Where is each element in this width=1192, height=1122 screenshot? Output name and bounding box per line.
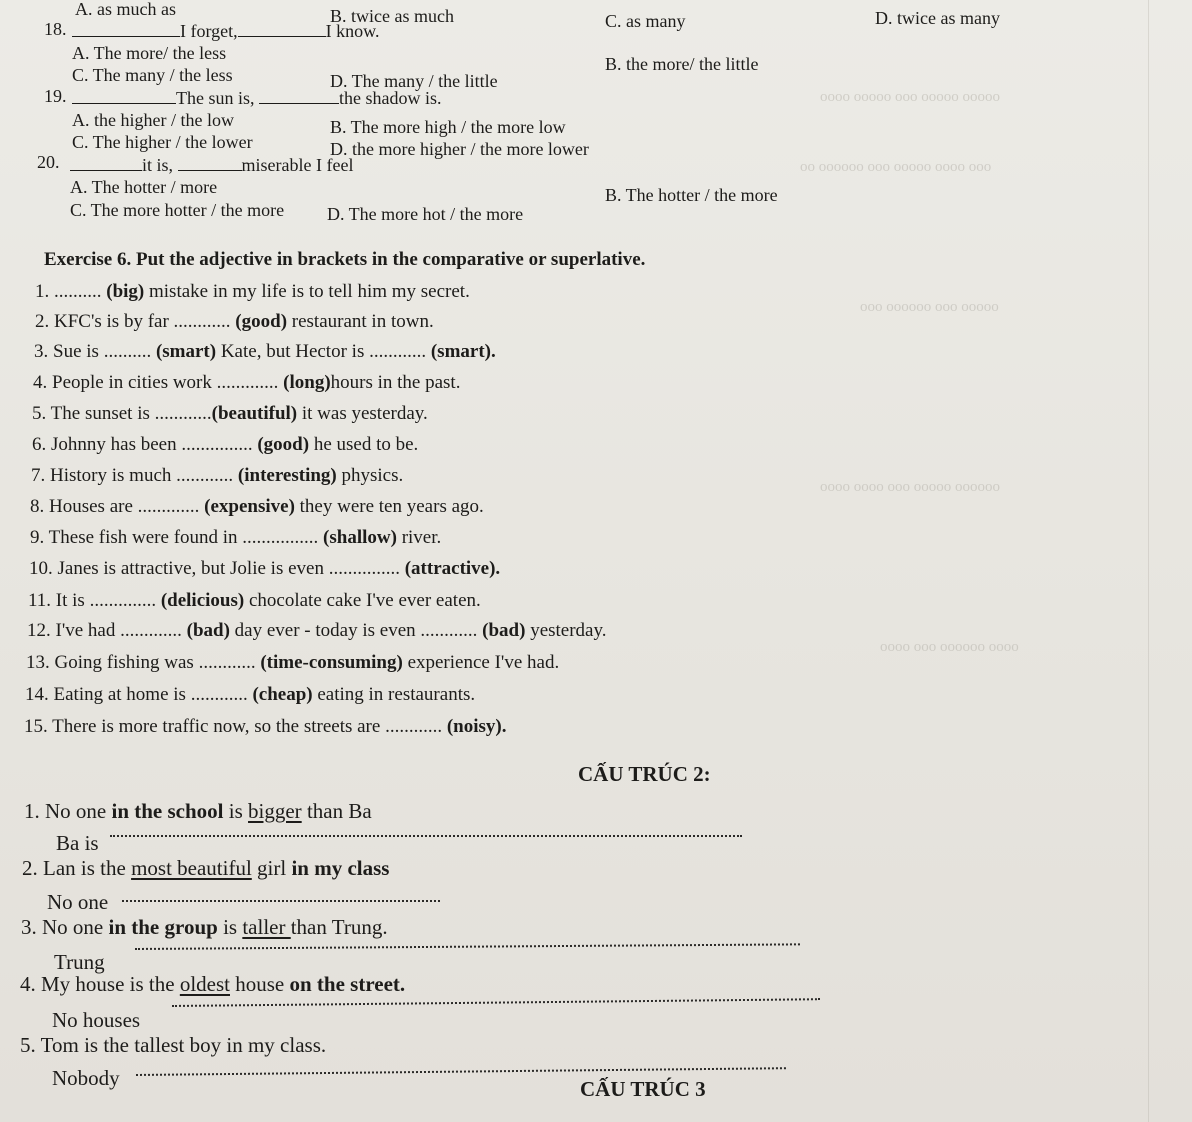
answer-blank	[178, 169, 242, 171]
question-stem: The sun is, the shadow is.	[72, 89, 442, 107]
rewrite-item: 4. My house is the oldest house on the street.	[20, 972, 406, 996]
exercise-item: 15. There is more traffic now, so the streets are ............ (noisy).	[24, 716, 507, 737]
answer-line[interactable]	[136, 1067, 786, 1076]
answer-blank	[259, 102, 339, 104]
bleed-through-text: ooooo ooooo ooo ooooo oooo	[820, 89, 1000, 105]
option-d: D. the more higher / the more lower	[330, 139, 589, 159]
rewrite-item: 3. No one in the group is taller than Trung.	[21, 915, 388, 939]
option-b: B. twice as much	[330, 6, 454, 26]
bleed-through-text: oooooo ooooo ooo oooo oooo	[820, 479, 1000, 495]
answer-blank	[238, 35, 326, 37]
option-b: B. The more high / the more low	[330, 117, 566, 137]
question-number: 20.	[37, 152, 60, 172]
option-b: B. The hotter / the more	[605, 185, 778, 205]
option-c: C. The higher / the lower	[72, 132, 253, 152]
answer-line[interactable]	[122, 900, 440, 902]
exercise-item: 9. These fish were found in ................ (shallow) river.	[30, 527, 442, 548]
answer-blank	[70, 169, 142, 171]
exercise-item: 13. Going fishing was ............ (time-consuming) experience I've had.	[26, 652, 560, 673]
option-a: A. the higher / the low	[72, 110, 234, 130]
exercise-item: 12. I've had ............. (bad) day ever - today is even ............ (bad) yesterday.	[27, 620, 607, 641]
option-d: D. The more hot / the more	[327, 204, 524, 224]
rewrite-prompt: Ba is	[56, 831, 99, 855]
section-heading: CẤU TRÚC 2:	[578, 762, 711, 786]
option-d: D. The many / the little	[330, 71, 498, 91]
exercise-item: 14. Eating at home is ............ (cheap) eating in restaurants.	[25, 684, 476, 705]
question-stem: I forget, I know.	[72, 22, 379, 40]
exercise-item: 5. The sunset is ............(beautiful) it was yesterday.	[32, 403, 428, 424]
bleed-through-text: ooo oooo ooooo ooo oooooo oo	[800, 159, 992, 175]
answer-blank	[72, 35, 180, 37]
option-c: C. The more hotter / the more	[70, 200, 285, 220]
rewrite-item: 2. Lan is the most beautiful girl in my class	[22, 856, 390, 880]
question-number: 18.	[44, 19, 67, 39]
option-c: C. The many / the less	[72, 65, 233, 85]
section-heading: CẤU TRÚC 3	[580, 1077, 706, 1101]
exercise-item: 3. Sue is .......... (smart) Kate, but Hector is ............ (smart).	[34, 341, 496, 362]
option-b: B. the more/ the little	[605, 54, 759, 74]
option-a: A. as much as	[75, 0, 176, 19]
exercise-item: 6. Johnny has been ............... (good) he used to be.	[32, 434, 419, 455]
bleed-through-text: oooo oooooo ooo oooo	[880, 639, 1019, 655]
rewrite-item: 1. No one in the school is bigger than Ba	[24, 799, 372, 823]
answer-line[interactable]	[172, 998, 820, 1007]
rewrite-prompt: No one	[47, 890, 109, 914]
question-number: 19.	[44, 86, 67, 106]
exercise-item: 10. Janes is attractive, but Jolie is even ............... (attractive).	[29, 558, 501, 579]
exercise-item: 1. .......... (big) mistake in my life is to tell him my secret.	[35, 281, 470, 302]
page-edge-line	[1148, 0, 1149, 1122]
exercise-title: Exercise 6. Put the adjective in brackets in the comparative or superlative.	[44, 249, 646, 270]
rewrite-prompt: Trung	[54, 950, 105, 974]
option-d: D. twice as many	[875, 8, 1000, 28]
answer-line[interactable]	[110, 835, 742, 837]
option-c: C. as many	[605, 11, 686, 31]
exercise-item: 2. KFC's is by far ............ (good) restaurant in town.	[35, 311, 434, 332]
exercise-item: 8. Houses are ............. (expensive) they were ten years ago.	[30, 496, 484, 517]
exercise-item: 4. People in cities work ............. (long)hours in the past.	[33, 372, 461, 393]
rewrite-prompt: No houses	[52, 1008, 141, 1032]
rewrite-item: 5. Tom is the tallest boy in my class.	[20, 1033, 327, 1057]
answer-line[interactable]	[135, 943, 800, 950]
question-stem: it is, miserable I feel	[70, 156, 353, 174]
option-a: A. The more/ the less	[72, 43, 227, 63]
rewrite-prompt: Nobody	[52, 1066, 120, 1090]
exercise-item: 7. History is much ............ (interesting) physics.	[31, 465, 404, 486]
answer-blank	[72, 102, 176, 104]
option-a: A. The hotter / more	[70, 177, 218, 197]
bleed-through-text: ooooo ooo oooooo ooo	[860, 299, 999, 315]
exercise-item: 11. It is .............. (delicious) chocolate cake I've ever eaten.	[28, 590, 481, 611]
